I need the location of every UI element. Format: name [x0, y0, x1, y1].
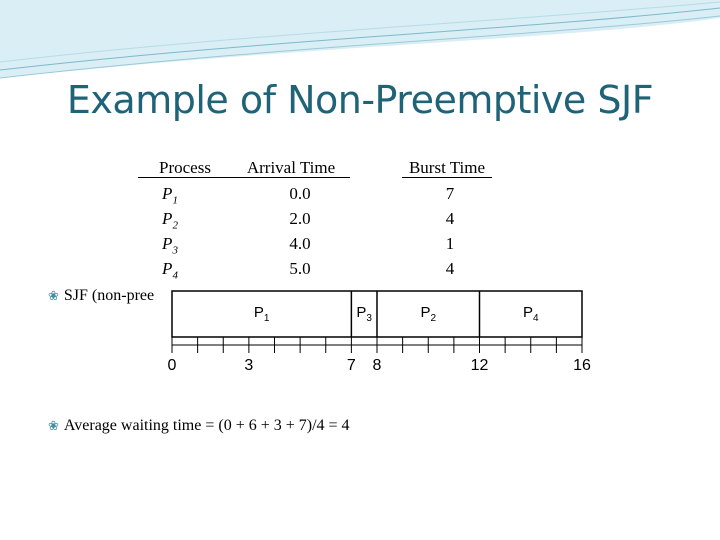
header-process: Process — [138, 158, 232, 178]
gantt-time-label: 8 — [372, 357, 382, 374]
gantt-time-label: 0 — [167, 357, 177, 374]
gantt-time-label: 3 — [244, 357, 254, 374]
arrival-value: 2.0 — [289, 209, 311, 228]
gantt-time-label: 16 — [573, 357, 591, 374]
process-name: $P_3$ — [162, 234, 178, 257]
burst-value: 4 — [445, 209, 455, 228]
slide-title: Example of Non-Preemptive SJF — [66, 78, 654, 122]
process-name: $P_4$ — [162, 259, 178, 282]
gantt-segment-label: $P_3$ — [356, 304, 372, 324]
arrival-value: 0.0 — [289, 184, 311, 203]
arrival-value: 4.0 — [289, 234, 311, 253]
gantt-segment-label: $P_2$ — [420, 304, 437, 324]
gantt-time-label: 12 — [470, 357, 489, 374]
burst-value: 1 — [445, 234, 455, 253]
gantt-segment-label: $P_4$ — [522, 304, 539, 324]
gantt-time-label: 7 — [346, 357, 356, 374]
process-name: $P_1$ — [162, 184, 178, 207]
bullet-sjf: ❀ SJF (non-pree — [48, 287, 155, 304]
bullet-icon: ❀ — [48, 419, 59, 434]
burst-value: 4 — [445, 259, 455, 278]
process-name: $P_2$ — [162, 209, 178, 232]
arrival-value: 5.0 — [289, 259, 311, 278]
burst-value: 7 — [445, 184, 455, 203]
header-arrival-time: Arrival Time — [232, 158, 350, 178]
bullet-icon: ❀ — [48, 289, 59, 304]
bullet-average-waiting-time: ❀ Average waiting time = (0 + 6 + 3 + 7)/4 = 4 — [48, 417, 350, 434]
header-burst-time: Burst Time — [402, 158, 492, 178]
gantt-segment-label: $P_1$ — [253, 304, 270, 324]
